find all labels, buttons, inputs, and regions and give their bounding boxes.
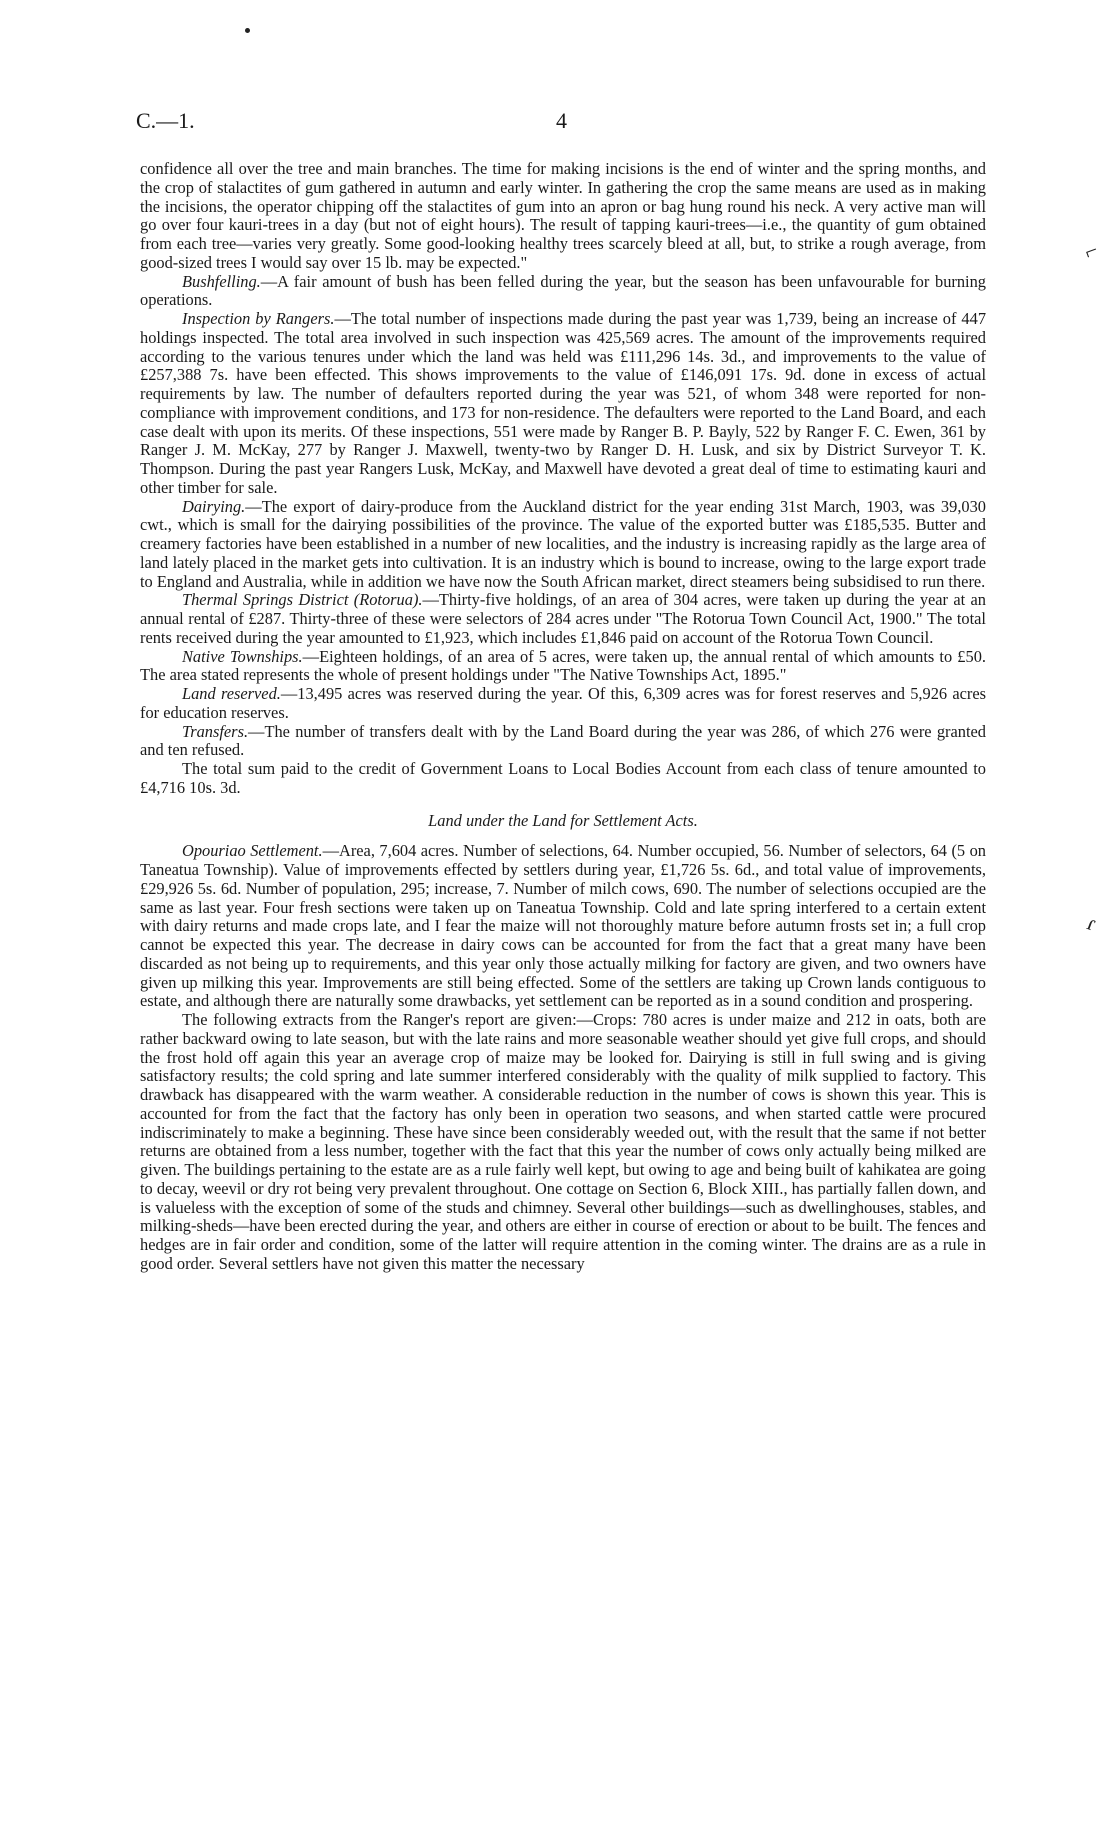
page-header	[136, 108, 996, 140]
paragraph-lead: Transfers.	[182, 721, 249, 741]
margin-mark-icon: ⌐	[1080, 236, 1102, 265]
paragraph-lead: Opouriao Settlement.	[182, 841, 323, 861]
paragraph-opouriao: Opouriao Settlement.—Area, 7,604 acres. Number of selections, 64. Number occupied, 56. Number of selectors, 64 (5 on Taneatua Township). Value of improvements effected by settlers during year, £1,726 5s. 6d., and total value of improvements, £29,926 5s. 6d. Number of population, 295; increase, 7. Number of milch cows, 690. The number of selections occupied are the same as last year. Four fresh sections were taken up on Taneatua Township. Cold and late spring interfered to a certain extent with dairy returns and made crops late, and I fear the maize will not thoroughly mature before autumn frosts set in; a full crop cannot be expected this year. The decrease in dairy cows can be accounted for from the fact that a great many have been discarded as not being up to requirements, and this year only those actually milking for factory are given, and two owners have given up milking this year. Improvements are still being effected. Some of the settlers are taking up Crown lands contiguous to estate, and although there are naturally some drawbacks, yet settlement can be reported as in a sound condition and prospering.	[140, 841, 986, 1011]
ink-dot	[245, 28, 250, 33]
paragraph-native-townships: Native Townships.—Eighteen holdings, of an area of 5 acres, were taken up, the annual rental of which amounts to £50. The area stated represents the whole of present holdings under "The Native Townships Act, 1895."	[140, 646, 986, 685]
paragraph-lead: Thermal Springs District (Rotorua).	[182, 590, 423, 610]
paragraph-land-reserved: Land reserved.—13,495 acres was reserved during the year. Of this, 6,309 acres was for forest reserves and 5,926 acres for education reserves.	[140, 684, 986, 722]
paragraph-transfers: Transfers.—The number of transfers dealt with by the Land Board during the year was 286, of which 276 were granted and ten refused.	[140, 721, 986, 760]
paragraph-lead: Land reserved.	[182, 684, 281, 703]
paragraph-thermal-springs: Thermal Springs District (Rotorua).—Thirty-five holdings, of an area of 304 acres, were taken up during the year at an annual rental of £287. Thirty-three of these were selectors of 284 acres under "The Rotorua Town Council Act, 1900." The total rents received during the year amounted to £1,923, which includes £1,846 paid on account of the Rotorua Town Council.	[140, 590, 987, 647]
paragraph-lead: Inspection by Rangers.	[182, 309, 335, 328]
margin-mark-icon: ɾ	[1084, 909, 1100, 936]
section-heading: Land under the Land for Settlement Acts.	[428, 810, 698, 830]
page-body	[140, 160, 986, 1274]
paragraph-lead: Dairying.	[182, 496, 246, 516]
document-reference: C.—1.	[136, 108, 195, 133]
paragraph-dairying: Dairying.—The export of dairy-produce from the Auckland district for the year ending 31st March, 1903, was 39,030 cwt., which is small for the dairying possibilities of the province. The value of the exported butter was £185,535. Butter and creamery factories have been established in a number of new localities, and the industry is increasing rapidly as the large area of land lately placed in the market gets into cultivation. It is an industry which is bound to increase, owing to the large export trade to England and Australia, while in addition we have now the South African market, direct steamers being subsidised to run there.	[140, 496, 986, 591]
paragraph-lead: Bushfelling.	[182, 271, 261, 291]
paragraph-inspection: Inspection by Rangers.—The total number of inspections made during the past year was 1,739, being an increase of 447 holdings inspected. The total area involved in such inspection was 425,569 acres. The amount of the improvements required according to the various tenures under which the land was held was £111,296 14s. 3d., and improvements to the value of £257,388 7s. have been effected. This shows improvements to the value of £146,091 17s. 9d. done in excess of actual requirements by law. The number of defaulters reported during the year was 521, of whom 348 were reported for non-compliance with improvement conditions, and 173 for non-residence. The defaulters were reported to the Land Board, and each case dealt with upon its merits. Of these inspections, 551 were made by Ranger B. P. Bayly, 522 by Ranger F. C. Ewen, 361 by Ranger J. M. McKay, 277 by Ranger J. Maxwell, twenty-two by Ranger D. H. Lusk, and six by District Surveyor T. K. Thompson. During the past year Rangers Lusk, McKay, and Maxwell have devoted a great deal of time to estimating kauri and other timber for sale.	[140, 309, 987, 497]
paragraph-total-sum: The total sum paid to the credit of Government Loans to Local Bodies Account from each class of tenure amounted to £4,716 10s. 3d.	[140, 759, 986, 797]
page-number: 4	[556, 108, 567, 133]
paragraph-bushfelling: Bushfelling.—A fair amount of bush has been felled during the year, but the season has been unfavourable for burning operations.	[140, 271, 986, 310]
paragraph-ranger-report: The following extracts from the Ranger's report are given:—Crops: 780 acres is under maize and 212 in oats, both are rather backward owing to late season, but with the late rains and more seasonable weather should yet give full crops, and should the frost hold off again this year an average crop of maize may be looked for. Dairying is still in full swing and is giving satisfactory results; the cold spring and late summer interfered considerably with the quality of milk supplied to factory. This drawback has disappeared with the warm weather. A considerable reduction in the number of cows is shown this year. This is accounted for from the fact that the factory has only been in operation two seasons, and when started cattle were procured indiscriminately to make a beginning. These have since been considerably weeded out, with the result that the same if not better returns are obtained from a less number, together with the fact that this year the number of cows only actually being milked are given. The buildings pertaining to the estate are as a rule fairly well kept, but owing to age and being built of kahikatea are going to decay, weevil or dry rot being very prevalent throughout. One cottage on Section 6, Block XIII., has partially fallen down, and is valueless with the exception of some of the studs and chimney. Several other buildings—such as dwellinghouses, stables, and milking-sheds—have been erected during the year, and others are either in course of erection or about to be built. The fences and hedges are in fair order and condition, some of the latter will require attention in the coming winter. The drains are as a rule in good order. Several settlers have not given this matter the necessary	[140, 1010, 986, 1273]
paragraph: confidence all over the tree and main branches. The time for making incisions is the end of winter and the spring months, and the crop of stalactites of gum gathered in autumn and early winter. In gathering the crop the same means are used as in making the incisions, the operator chipping off the stalactites of gum into an apron or bag hung round his neck. A very active man will go over four kauri-trees in a day (but not of eight hours). The result of tapping kauri-trees—i.e., the quantity of gum obtained from each tree—varies very greatly. Some good-looking healthy trees scarcely bleed at all, but, to strike a rough average, from good-sized trees I would say over 15 lb. may be expected."	[140, 159, 986, 272]
paragraph-lead: Native Townships.	[182, 646, 303, 666]
